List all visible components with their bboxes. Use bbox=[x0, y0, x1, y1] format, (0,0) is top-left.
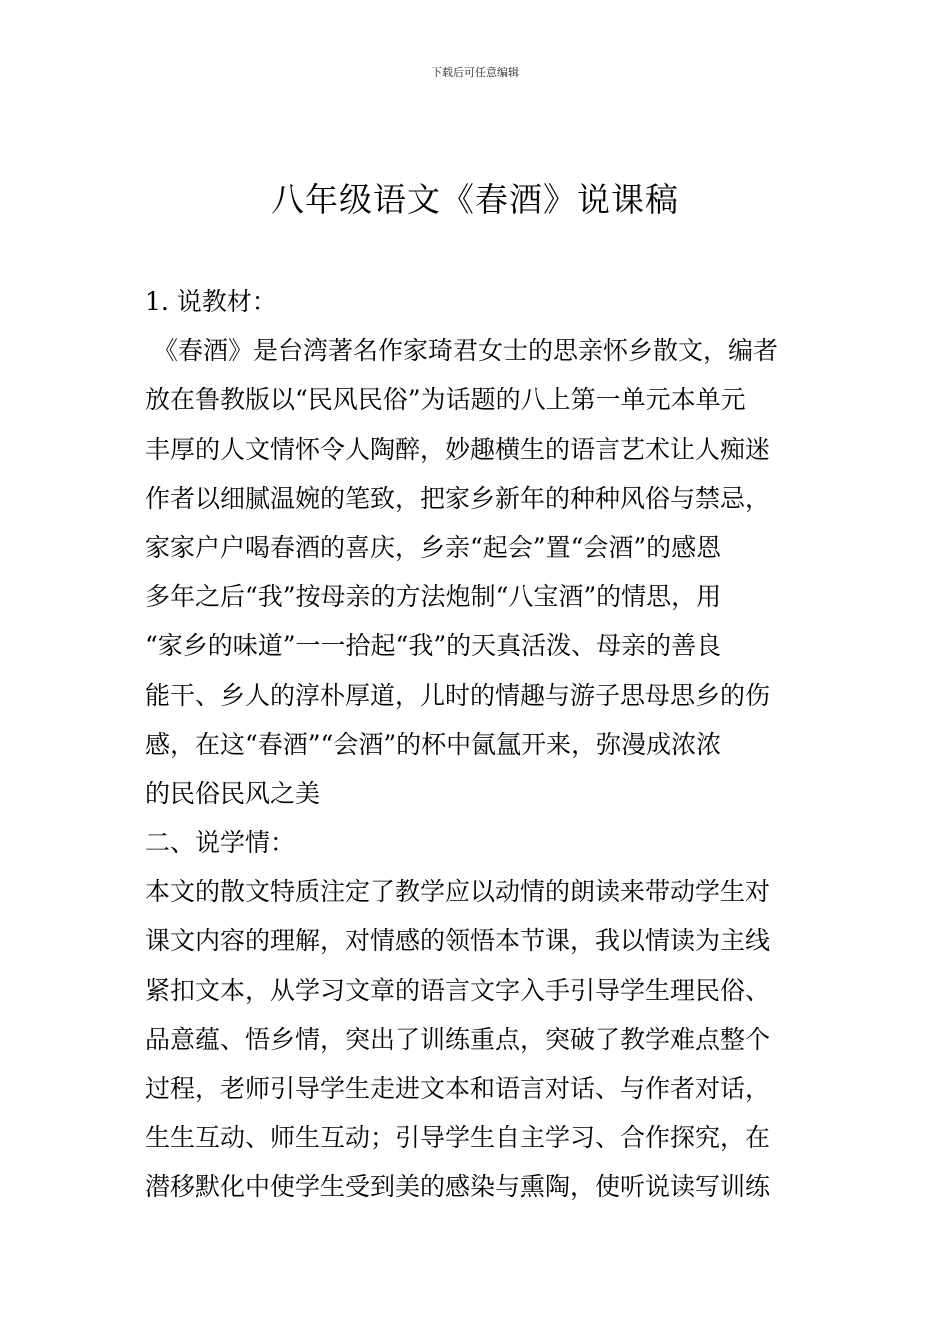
text-line: 紧扣文本，从学习文章的语言文字入手引导学生理民俗、 bbox=[145, 975, 771, 1005]
text-line: 丰厚的人文情怀令人陶醉，妙趣横生的语言艺术让人痴迷 bbox=[145, 434, 771, 464]
text-line: 的民俗民风之美 bbox=[145, 778, 321, 808]
text-line: 本文的散文特质注定了教学应以动情的朗读来带动学生对 bbox=[145, 877, 771, 907]
text-line: 家家户户喝春酒的喜庆，乡亲“起会”置“会酒”的感恩 bbox=[145, 532, 722, 562]
section-heading-students: 二、说学情： bbox=[145, 828, 296, 858]
section-heading-textbook: 1. 说教材： bbox=[145, 287, 277, 316]
text-line: 生生互动、师生互动；引导学生自主学习、合作探究，在 bbox=[145, 1123, 771, 1153]
text-line: 作者以细腻温婉的笔致，把家乡新年的种种风俗与禁忌， bbox=[145, 483, 771, 513]
header-note: 下载后可任意编辑 bbox=[431, 66, 519, 79]
text-line: 潜移默化中使学生受到美的感染与熏陶，使听说读写训练 bbox=[145, 1172, 771, 1202]
text-line: 过程，老师引导学生走进文本和语言对话、与作者对话， bbox=[145, 1074, 771, 1103]
text-line: 能干、乡人的淳朴厚道，儿时的情趣与游子思母思乡的伤 bbox=[145, 680, 771, 710]
text-line: 《春酒》是台湾著名作家琦君女士的思亲怀乡散文，编者 bbox=[145, 336, 778, 366]
body-text bbox=[145, 277, 810, 1212]
text-line: 品意蕴、悟乡情，突出了训练重点，突破了教学难点整个 bbox=[145, 1024, 771, 1054]
text-line: 课文内容的理解，对情感的领悟本节课，我以情读为主线 bbox=[145, 926, 771, 956]
text-line: 多年之后“我”按母亲的方法炮制“八宝酒”的情思，用 bbox=[145, 582, 722, 612]
text-line: “家乡的味道”一一拾起“我”的天真活泼、母亲的善良 bbox=[145, 631, 722, 661]
document-title: 八年级语文《春酒》说课稿 bbox=[271, 180, 679, 219]
text-line: 放在鲁教版以“民风民俗”为话题的八上第一单元本单元 bbox=[145, 385, 746, 415]
text-line: 感，在这“春酒”“会酒”的杯中氤氲开来，弥漫成浓浓 bbox=[145, 729, 722, 759]
